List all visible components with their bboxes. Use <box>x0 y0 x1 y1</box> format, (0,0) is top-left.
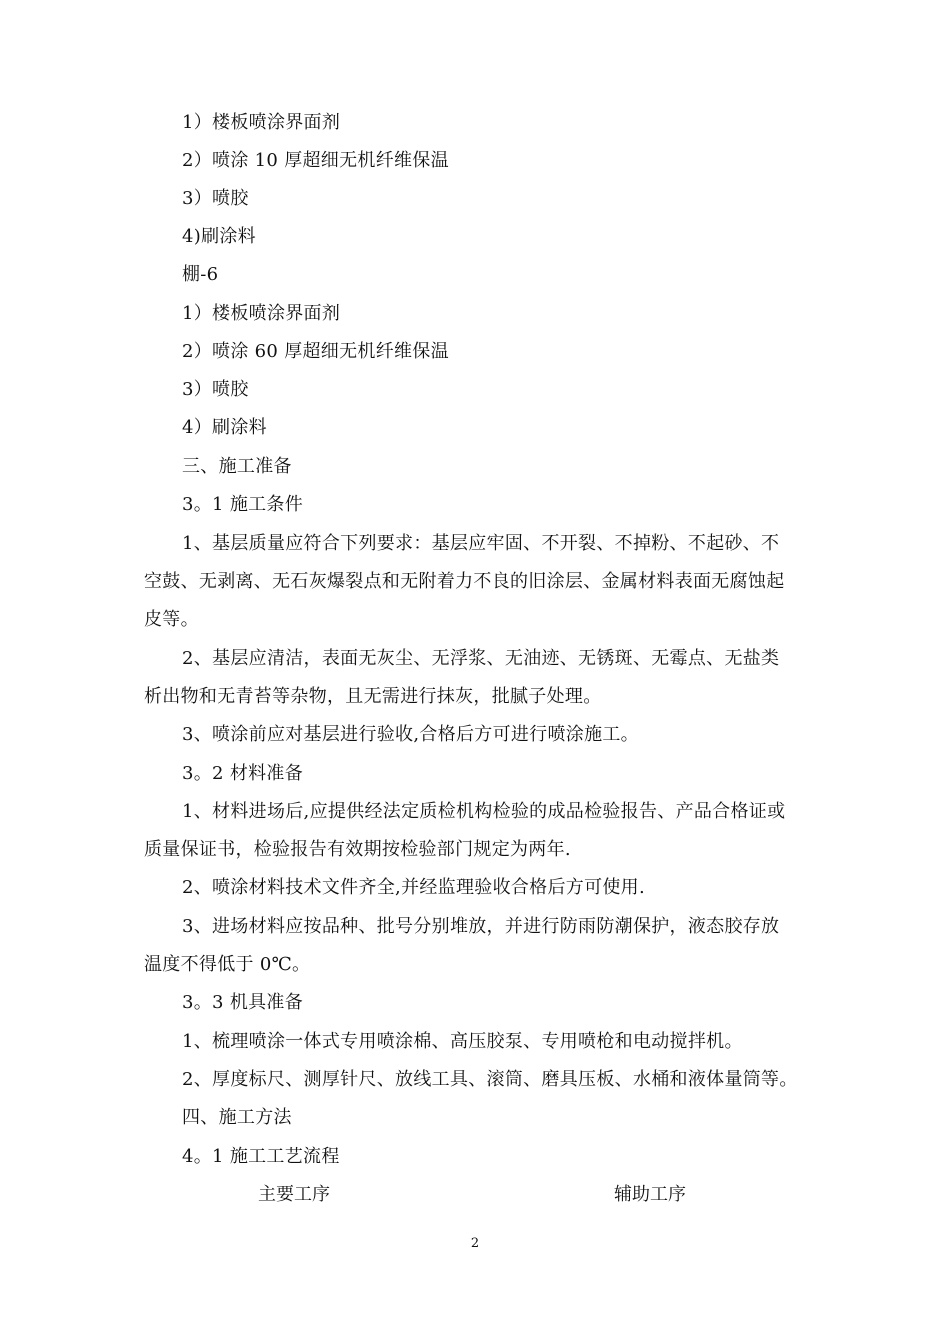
page-number: 2 <box>470 1236 480 1251</box>
text-line: 2、基层应清洁，表面无灰尘、无浮浆、无油迹、无锈斑、无霉点、无盐类 <box>182 648 780 669</box>
text-line: 3、喷涂前应对基层进行验收,合格后方可进行喷涂施工。 <box>182 724 639 745</box>
text-line: 析出物和无青苔等杂物，且无需进行抹灰，批腻子处理。 <box>144 686 602 707</box>
text-line: 2、喷涂材料技术文件齐全,并经监理验收合格后方可使用. <box>182 877 645 898</box>
text-line: 皮等。 <box>144 609 199 630</box>
text-line: 3）喷胶 <box>182 188 249 209</box>
text-line: 1）楼板喷涂界面剂 <box>182 112 341 133</box>
text-line: 2）喷涂 10 厚超细无机纤维保温 <box>182 150 449 171</box>
text-line: 2）喷涂 60 厚超细无机纤维保温 <box>182 341 449 362</box>
text-line: 1、梳理喷涂一体式专用喷涂棉、高压胶泵、专用喷枪和电动搅拌机。 <box>182 1031 743 1052</box>
text-line: 1、基层质量应符合下列要求：基层应牢固、不开裂、不掉粉、不起砂、不 <box>182 533 780 554</box>
text-line: 空鼓、无剥离、无石灰爆裂点和无附着力不良的旧涂层、金属材料表面无腐蚀起 <box>144 571 785 592</box>
text-line: 4）刷涂料 <box>182 417 267 438</box>
text-line: 1）楼板喷涂界面剂 <box>182 303 341 324</box>
text-line: 2、厚度标尺、测厚针尺、放线工具、滚筒、磨具压板、水桶和液体量筒等。 <box>182 1069 798 1090</box>
subsection-heading: 3。3 机具准备 <box>182 992 304 1013</box>
subsection-heading: 3。2 材料准备 <box>182 763 304 784</box>
section-heading: 四、施工方法 <box>182 1107 292 1128</box>
flow-column-auxiliary: 辅助工序 <box>614 1184 686 1205</box>
subsection-heading: 4。1 施工工艺流程 <box>182 1146 340 1167</box>
section-heading: 三、施工准备 <box>182 456 292 477</box>
section-label: 棚-6 <box>182 264 219 285</box>
text-line: 温度不得低于 0℃。 <box>144 954 311 975</box>
subsection-heading: 3。1 施工条件 <box>182 494 304 515</box>
text-line: 质量保证书，检验报告有效期按检验部门规定为两年. <box>144 839 571 860</box>
text-line: 4)刷涂料 <box>182 226 256 247</box>
text-line: 1、材料进场后,应提供经法定质检机构检验的成品检验报告、产品合格证或 <box>182 801 786 822</box>
text-line: 3、进场材料应按品种、批号分别堆放，并进行防雨防潮保护，液态胶存放 <box>182 916 780 937</box>
flow-column-main: 主要工序 <box>258 1184 330 1205</box>
text-line: 3）喷胶 <box>182 379 249 400</box>
